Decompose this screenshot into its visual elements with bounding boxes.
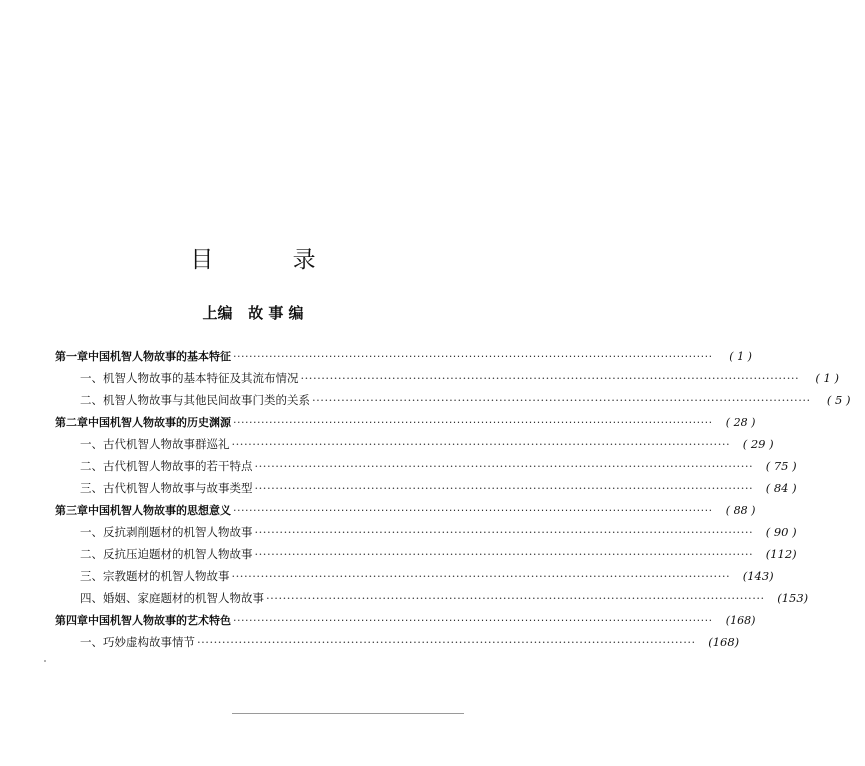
page-title: 目 录	[190, 247, 352, 274]
toc-chapter-entry	[0, 499, 756, 521]
dot-leader: ························································································································	[231, 437, 731, 451]
bottom-rule	[232, 713, 464, 714]
toc-entry-title: 二、古代机智人物故事的若干特点	[80, 459, 253, 473]
toc-section-entry	[0, 565, 774, 587]
toc-entry-title: 中国机智人物故事的历史渊源	[88, 416, 231, 429]
toc-entry-title: 三、古代机智人物故事与故事类型	[80, 481, 253, 495]
page-number: (143)	[742, 569, 774, 583]
chapter-number: 第一章	[55, 350, 88, 363]
dot-leader: ························································································································	[231, 569, 731, 583]
dot-leader: ························································································································	[300, 371, 800, 385]
page-number: ( 1 )	[729, 349, 752, 363]
table-of-contents	[0, 345, 851, 653]
page-number: (168)	[708, 635, 740, 649]
page-number: ( 90 )	[765, 525, 797, 539]
scan-speck	[44, 660, 46, 662]
toc-section-entry	[0, 587, 809, 609]
chapter-number: 第二章	[55, 416, 88, 429]
dot-leader: ························································································································	[254, 459, 754, 473]
dot-leader: ························································································································	[254, 547, 754, 561]
toc-entry-title: 一、反抗剥削题材的机智人物故事	[80, 525, 253, 539]
toc-section-entry	[0, 631, 740, 653]
dot-leader: ························································································································	[233, 503, 713, 517]
toc-section-entry	[0, 477, 797, 499]
toc-section-entry	[0, 389, 851, 411]
part-title: 上编 故 事 编	[202, 304, 304, 322]
toc-section-entry	[0, 543, 797, 565]
toc-chapter-entry	[0, 411, 756, 433]
dot-leader: ························································································································	[254, 481, 754, 495]
dot-leader: ························································································································	[254, 525, 754, 539]
toc-section-entry	[0, 433, 774, 455]
toc-section-entry	[0, 521, 797, 543]
dot-leader: ························································································································	[197, 635, 696, 649]
page-number: (153)	[777, 591, 809, 605]
toc-entry-title: 中国机智人物故事的思想意义	[88, 504, 231, 517]
toc-chapter-entry	[0, 609, 756, 631]
toc-entry-title: 中国机智人物故事的艺术特色	[88, 614, 231, 627]
dot-leader: ························································································································	[266, 591, 765, 605]
page-number: ( 84 )	[765, 481, 797, 495]
dot-leader: ························································································································	[233, 613, 713, 627]
page-number: ( 5 )	[826, 393, 851, 407]
page-number: ( 75 )	[765, 459, 797, 473]
page-number: ( 88 )	[725, 503, 756, 517]
dot-leader: ························································································································	[233, 415, 713, 429]
toc-entry-title: 三、宗教题材的机智人物故事	[80, 569, 230, 583]
toc-entry-title: 二、反抗压迫题材的机智人物故事	[80, 547, 253, 561]
page-number: (168)	[725, 613, 756, 627]
page-number: (112)	[765, 547, 797, 561]
page-number: ( 29 )	[742, 437, 774, 451]
toc-entry-title: 四、婚姻、家庭题材的机智人物故事	[80, 591, 264, 605]
toc-entry-title: 中国机智人物故事的基本特征	[88, 350, 231, 363]
toc-entry-title: 一、机智人物故事的基本特征及其流布情况	[80, 371, 299, 385]
page-number: ( 28 )	[725, 415, 756, 429]
chapter-number: 第四章	[55, 614, 88, 627]
toc-entry-title: 二、机智人物故事与其他民间故事门类的关系	[80, 393, 310, 407]
toc-entry-title: 一、古代机智人物故事群巡礼	[80, 437, 230, 451]
toc-chapter-entry	[0, 345, 752, 367]
dot-leader: ························································································································	[233, 349, 713, 363]
page-number: ( 1 )	[815, 371, 839, 385]
toc-section-entry	[0, 367, 839, 389]
toc-entry-title: 一、巧妙虚构故事情节	[80, 635, 195, 649]
dot-leader: ························································································································	[312, 393, 811, 407]
toc-section-entry	[0, 455, 797, 477]
chapter-number: 第三章	[55, 504, 88, 517]
